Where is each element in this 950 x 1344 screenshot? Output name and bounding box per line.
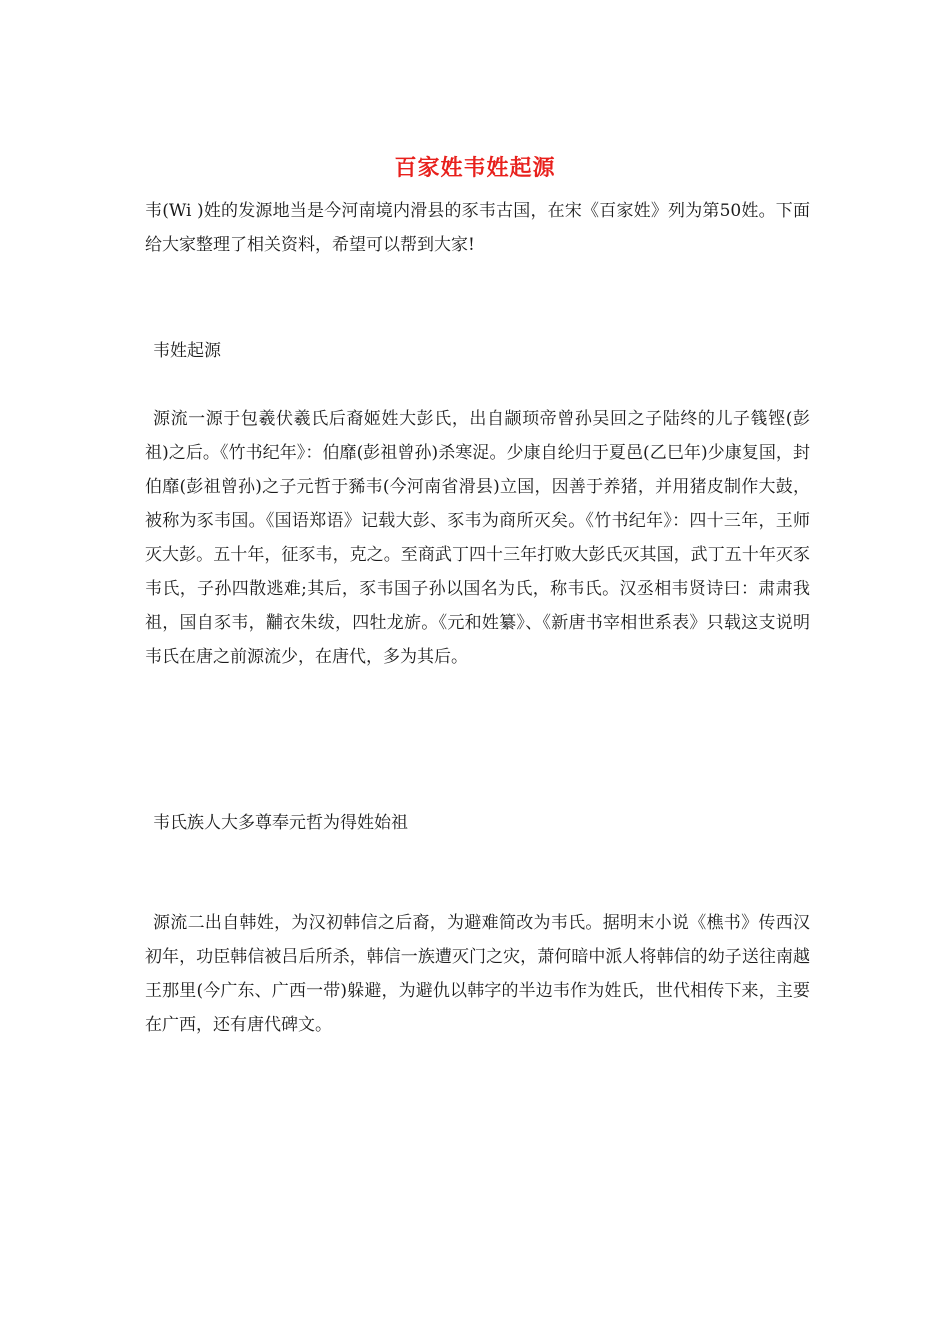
page-title: 百家姓韦姓起源 bbox=[394, 155, 556, 181]
origin-two-paragraph: 源流二出自韩姓，为汉初韩信之后裔，为避难简改为韦氏。据明末小说《樵书》传西汉初年，功臣韩信被吕后所杀，韩信一族遭灭门之灾，萧何暗中派人将韩信的幼子送往南越王那里(今广东、广西一带)躲避，为避仇以韩字的半边韦作为姓氏，世代相传下来，主要在广西，还有唐代碑文。 bbox=[145, 913, 810, 1035]
origin-one-paragraph: 源流一源于包羲伏羲氏后裔姬姓大彭氏，出自颛顼帝曾孙吴回之子陆终的儿子篯铿(彭祖)之后。《竹书纪年》：伯靡(彭祖曾孙)杀寒浞。少康自纶归于夏邑(乙巳年)少康复国，封伯靡(彭祖曾孙)之子元哲于豨韦(今河南省滑县)立国，因善于养猪，并用猪皮制作大鼓，被称为豕韦国。《国语郑语》记载大彭、豕韦为商所灭矣。《竹书纪年》：四十三年，王师灭大彭。五十年，征豕韦，克之。至商武丁四十三年打败大彭氏灭其国，武丁五十年灭豕韦氏，子孙四散逃难;其后，豕韦国子孙以国名为氏，称韦氏。汉丞相韦贤诗曰：肃肃我祖，国自豕韦，黼衣朱绂，四牡龙旂。《元和姓纂》、《新唐书宰相世系表》只载这支说明韦氏在唐之前源流少，在唐代，多为其后。 bbox=[145, 409, 810, 667]
intro-paragraph: 韦(Wi )姓的发源地当是今河南境内滑县的豕韦古国，在宋《百家姓》列为第50姓。下面给大家整理了相关资料，希望可以帮到大家! bbox=[145, 201, 810, 255]
section-heading-origin: 韦姓起源 bbox=[153, 341, 221, 361]
section-heading-ancestor: 韦氏族人大多尊奉元哲为得姓始祖 bbox=[153, 813, 408, 833]
